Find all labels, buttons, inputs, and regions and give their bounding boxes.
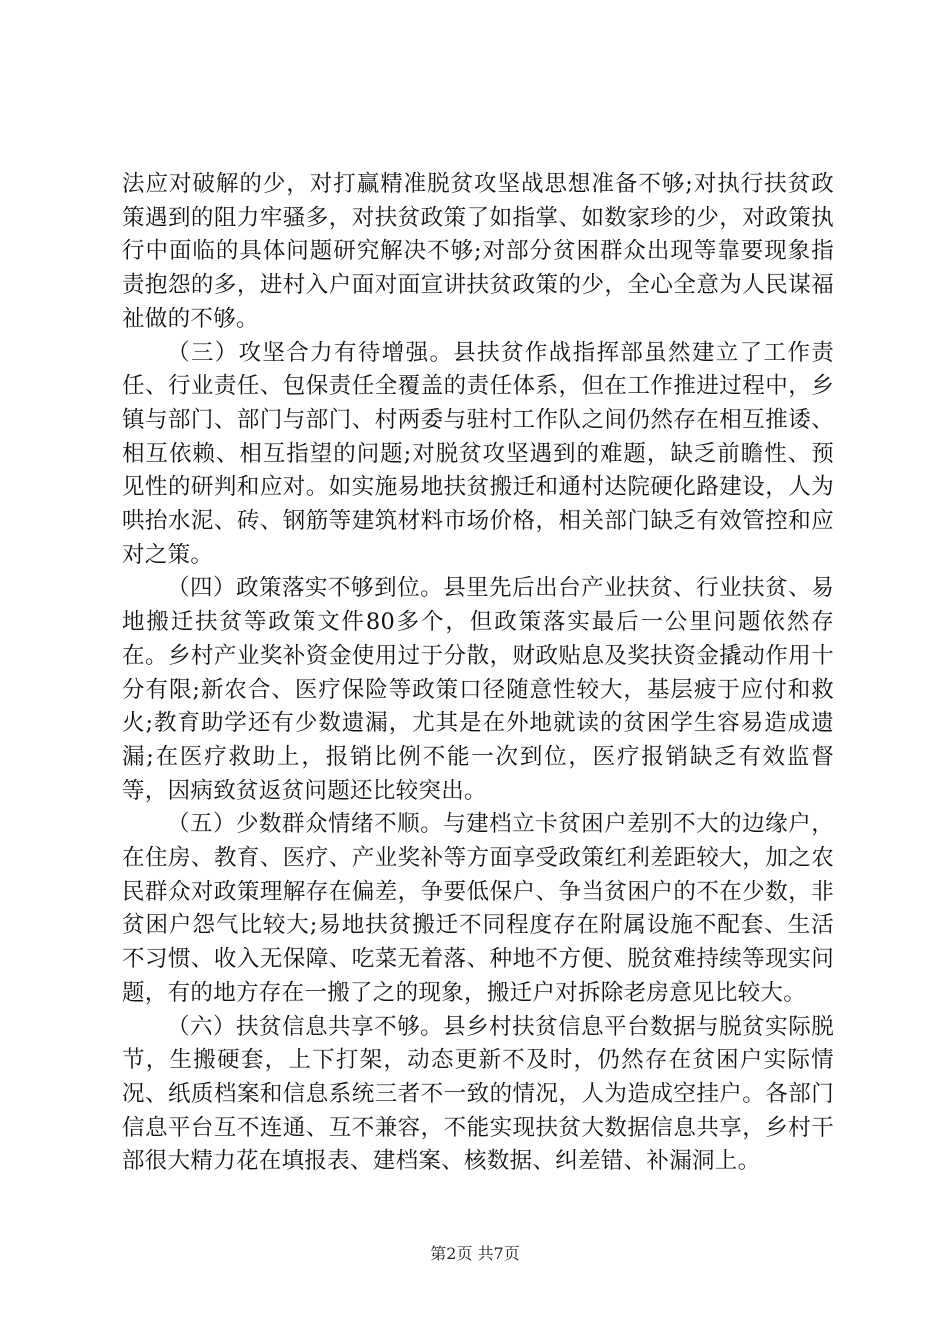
paragraph-section-6: （六）扶贫信息共享不够。县乡村扶贫信息平台数据与脱贫实际脱节，生搬硬套，上下打架，动态更新不及时，仍然存在贫困户实际情况、纸质档案和信息系统三者不一致的情况，人为造成空挂户。各部门信息平台互不连通、互不兼容，不能实现扶贫大数据信息共享，乡村干部很大精力花在填报表、建档案、核数据、纠差错、补漏洞上。 xyxy=(122,1013,834,1175)
page-number-footer: 第2页 共7页 xyxy=(430,1244,520,1263)
document-body xyxy=(122,168,834,1179)
paragraph-section-3: （三）攻坚合力有待增强。县扶贫作战指挥部虽然建立了工作责任、行业责任、包保责任全覆盖的责任体系，但在工作推进过程中，乡镇与部门、部门与部门、村两委与驻村工作队之间仍然存在相互推诿、相互依赖、相互指望的问题;对脱贫攻坚遇到的难题，缺乏前瞻性、预见性的研判和应对。如实施易地扶贫搬迁和通村达院硬化路建设，人为哄抬水泥、砖、钢筋等建筑材料市场价格，相关部门缺乏有效管控和应对之策。 xyxy=(122,339,834,568)
paragraph-continuation: 法应对破解的少，对打赢精准脱贫攻坚战思想准备不够;对执行扶贫政策遇到的阻力牢骚多，对扶贫政策了如指掌、如数家珍的少，对政策执行中面临的具体问题研究解决不够;对部分贫困群众出现等靠要现象指责抱怨的多，进村入户面对面宣讲扶贫政策的少，全心全意为人民谋福祉做的不够。 xyxy=(122,171,834,332)
paragraph-section-5: （五）少数群众情绪不顺。与建档立卡贫困户差别不大的边缘户，在住房、教育、医疗、产业奖补等方面享受政策红利差距较大，加之农民群众对政策理解存在偏差，争要低保户、争当贫困户的不在少数，非贫困户怨气比较大;易地扶贫搬迁不同程度存在附属设施不配套、生活不习惯、收入无保障、吃菜无着落、种地不方便、脱贫难持续等现实问题，有的地方存在一搬了之的现象，搬迁户对拆除老房意见比较大。 xyxy=(122,811,834,1006)
paragraph-section-4: （四）政策落实不够到位。县里先后出台产业扶贫、行业扶贫、易地搬迁扶贫等政策文件80多个，但政策落实最后一公里问题依然存在。乡村产业奖补资金使用过于分散，财政贴息及奖扶资金撬动作用十分有限;新农合、医疗保险等政策口径随意性较大，基层疲于应付和救火;教育助学还有少数遗漏，尤其是在外地就读的贫困学生容易造成遗漏;在医疗救助上，报销比例不能一次到位，医疗报销缺乏有效监督等，因病致贫返贫问题还比较突出。 xyxy=(122,575,834,804)
